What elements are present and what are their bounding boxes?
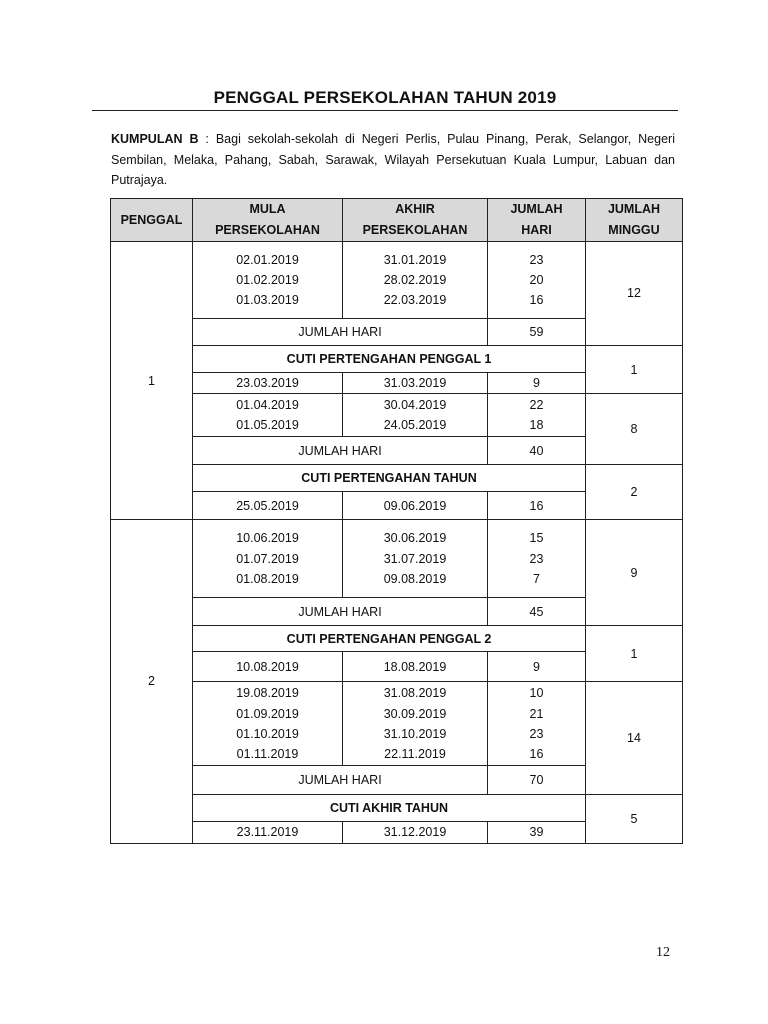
p2-cuti1-label: CUTI PERTENGAHAN PENGGAL 2 [193, 626, 586, 652]
p1-cuti1-mula: 23.03.2019 [193, 373, 343, 394]
table-row [111, 346, 683, 373]
header-penggal: PENGGAL [111, 199, 193, 242]
header-mula: MULA PERSEKOLAHAN [193, 199, 343, 242]
header-akhir: AKHIR PERSEKOLAHAN [343, 199, 488, 242]
p1-a-mula: 02.01.2019 01.02.2019 01.03.2019 [193, 242, 343, 319]
p1-cuti2-mula: 25.05.2019 [193, 492, 343, 520]
page-title: PENGGAL PERSEKOLAHAN TAHUN 2019 [213, 88, 557, 107]
p2-cuti2-label: CUTI AKHIR TAHUN [193, 795, 586, 822]
p1-cuti2-label: CUTI PERTENGAHAN TAHUN [193, 465, 586, 492]
p2-cuti2-hari: 39 [488, 822, 586, 843]
header-jumlah-minggu: JUMLAH MINGGU [586, 199, 683, 242]
p2-a-jumlah-label: JUMLAH HARI [193, 598, 488, 626]
p1-cuti1-label: CUTI PERTENGAHAN PENGGAL 1 [193, 346, 586, 373]
p2-cuti2-akhir: 31.12.2019 [343, 822, 488, 843]
table-row [111, 520, 683, 598]
table-row [111, 626, 683, 652]
penggal-1-label: 1 [111, 242, 193, 520]
p1-cuti1-hari: 9 [488, 373, 586, 394]
p2-cuti2-minggu: 5 [586, 795, 683, 843]
p2-a-minggu: 9 [586, 520, 683, 626]
p1-a-minggu: 12 [586, 242, 683, 346]
p1-cuti2-hari: 16 [488, 492, 586, 520]
p2-a-jumlah: 45 [488, 598, 586, 626]
p1-b-akhir: 30.04.2019 24.05.2019 [343, 394, 488, 437]
p1-a-akhir: 31.01.2019 28.02.2019 22.03.2019 [343, 242, 488, 319]
p2-cuti1-minggu: 1 [586, 626, 683, 682]
p1-b-mula: 01.04.2019 01.05.2019 [193, 394, 343, 437]
p2-b-mula: 19.08.2019 01.09.2019 01.10.2019 01.11.2019 [193, 682, 343, 766]
group-description: : Bagi sekolah-sekolah di Negeri Perlis, Pulau Pinang, Perak, Selangor, Negeri Sembilan, Melaka, Pahang, Sabah, Sarawak, Wilayah Persekutuan Kuala Lumpur, Labuan dan Putrajaya. [111, 132, 675, 187]
table-row [111, 795, 683, 822]
p2-a-hari: 15 23 7 [488, 520, 586, 598]
p2-a-mula: 10.06.2019 01.07.2019 01.08.2019 [193, 520, 343, 598]
group-label: KUMPULAN B [111, 132, 199, 146]
p1-b-hari: 22 18 [488, 394, 586, 437]
p1-cuti2-minggu: 2 [586, 465, 683, 520]
p1-b-jumlah: 40 [488, 437, 586, 465]
p2-b-hari: 10 21 23 16 [488, 682, 586, 766]
penggal-2-label: 2 [111, 520, 193, 843]
p2-b-jumlah: 70 [488, 766, 586, 795]
page-number: 12 [656, 945, 670, 960]
p2-b-akhir: 31.08.2019 30.09.2019 31.10.2019 22.11.2019 [343, 682, 488, 766]
p2-cuti2-mula: 23.11.2019 [193, 822, 343, 843]
p2-b-minggu: 14 [586, 682, 683, 795]
p1-a-jumlah-label: JUMLAH HARI [193, 319, 488, 346]
p1-a-hari: 23 20 16 [488, 242, 586, 319]
p1-cuti1-minggu: 1 [586, 346, 683, 394]
p1-b-jumlah-label: JUMLAH HARI [193, 437, 488, 465]
table-row [111, 394, 683, 437]
p2-b-jumlah-label: JUMLAH HARI [193, 766, 488, 795]
p2-a-akhir: 30.06.2019 31.07.2019 09.08.2019 [343, 520, 488, 598]
table-header-row [111, 199, 683, 242]
p1-a-jumlah: 59 [488, 319, 586, 346]
school-term-table [110, 198, 683, 844]
header-jumlah-hari: JUMLAH HARI [488, 199, 586, 242]
p1-cuti1-akhir: 31.03.2019 [343, 373, 488, 394]
p2-cuti1-hari: 9 [488, 652, 586, 682]
table-row [111, 465, 683, 492]
title-underline [92, 110, 678, 111]
p1-b-minggu: 8 [586, 394, 683, 465]
table-row [111, 242, 683, 319]
p2-cuti1-mula: 10.08.2019 [193, 652, 343, 682]
p2-cuti1-akhir: 18.08.2019 [343, 652, 488, 682]
table-row [111, 682, 683, 766]
intro-paragraph [111, 129, 675, 191]
p1-cuti2-akhir: 09.06.2019 [343, 492, 488, 520]
